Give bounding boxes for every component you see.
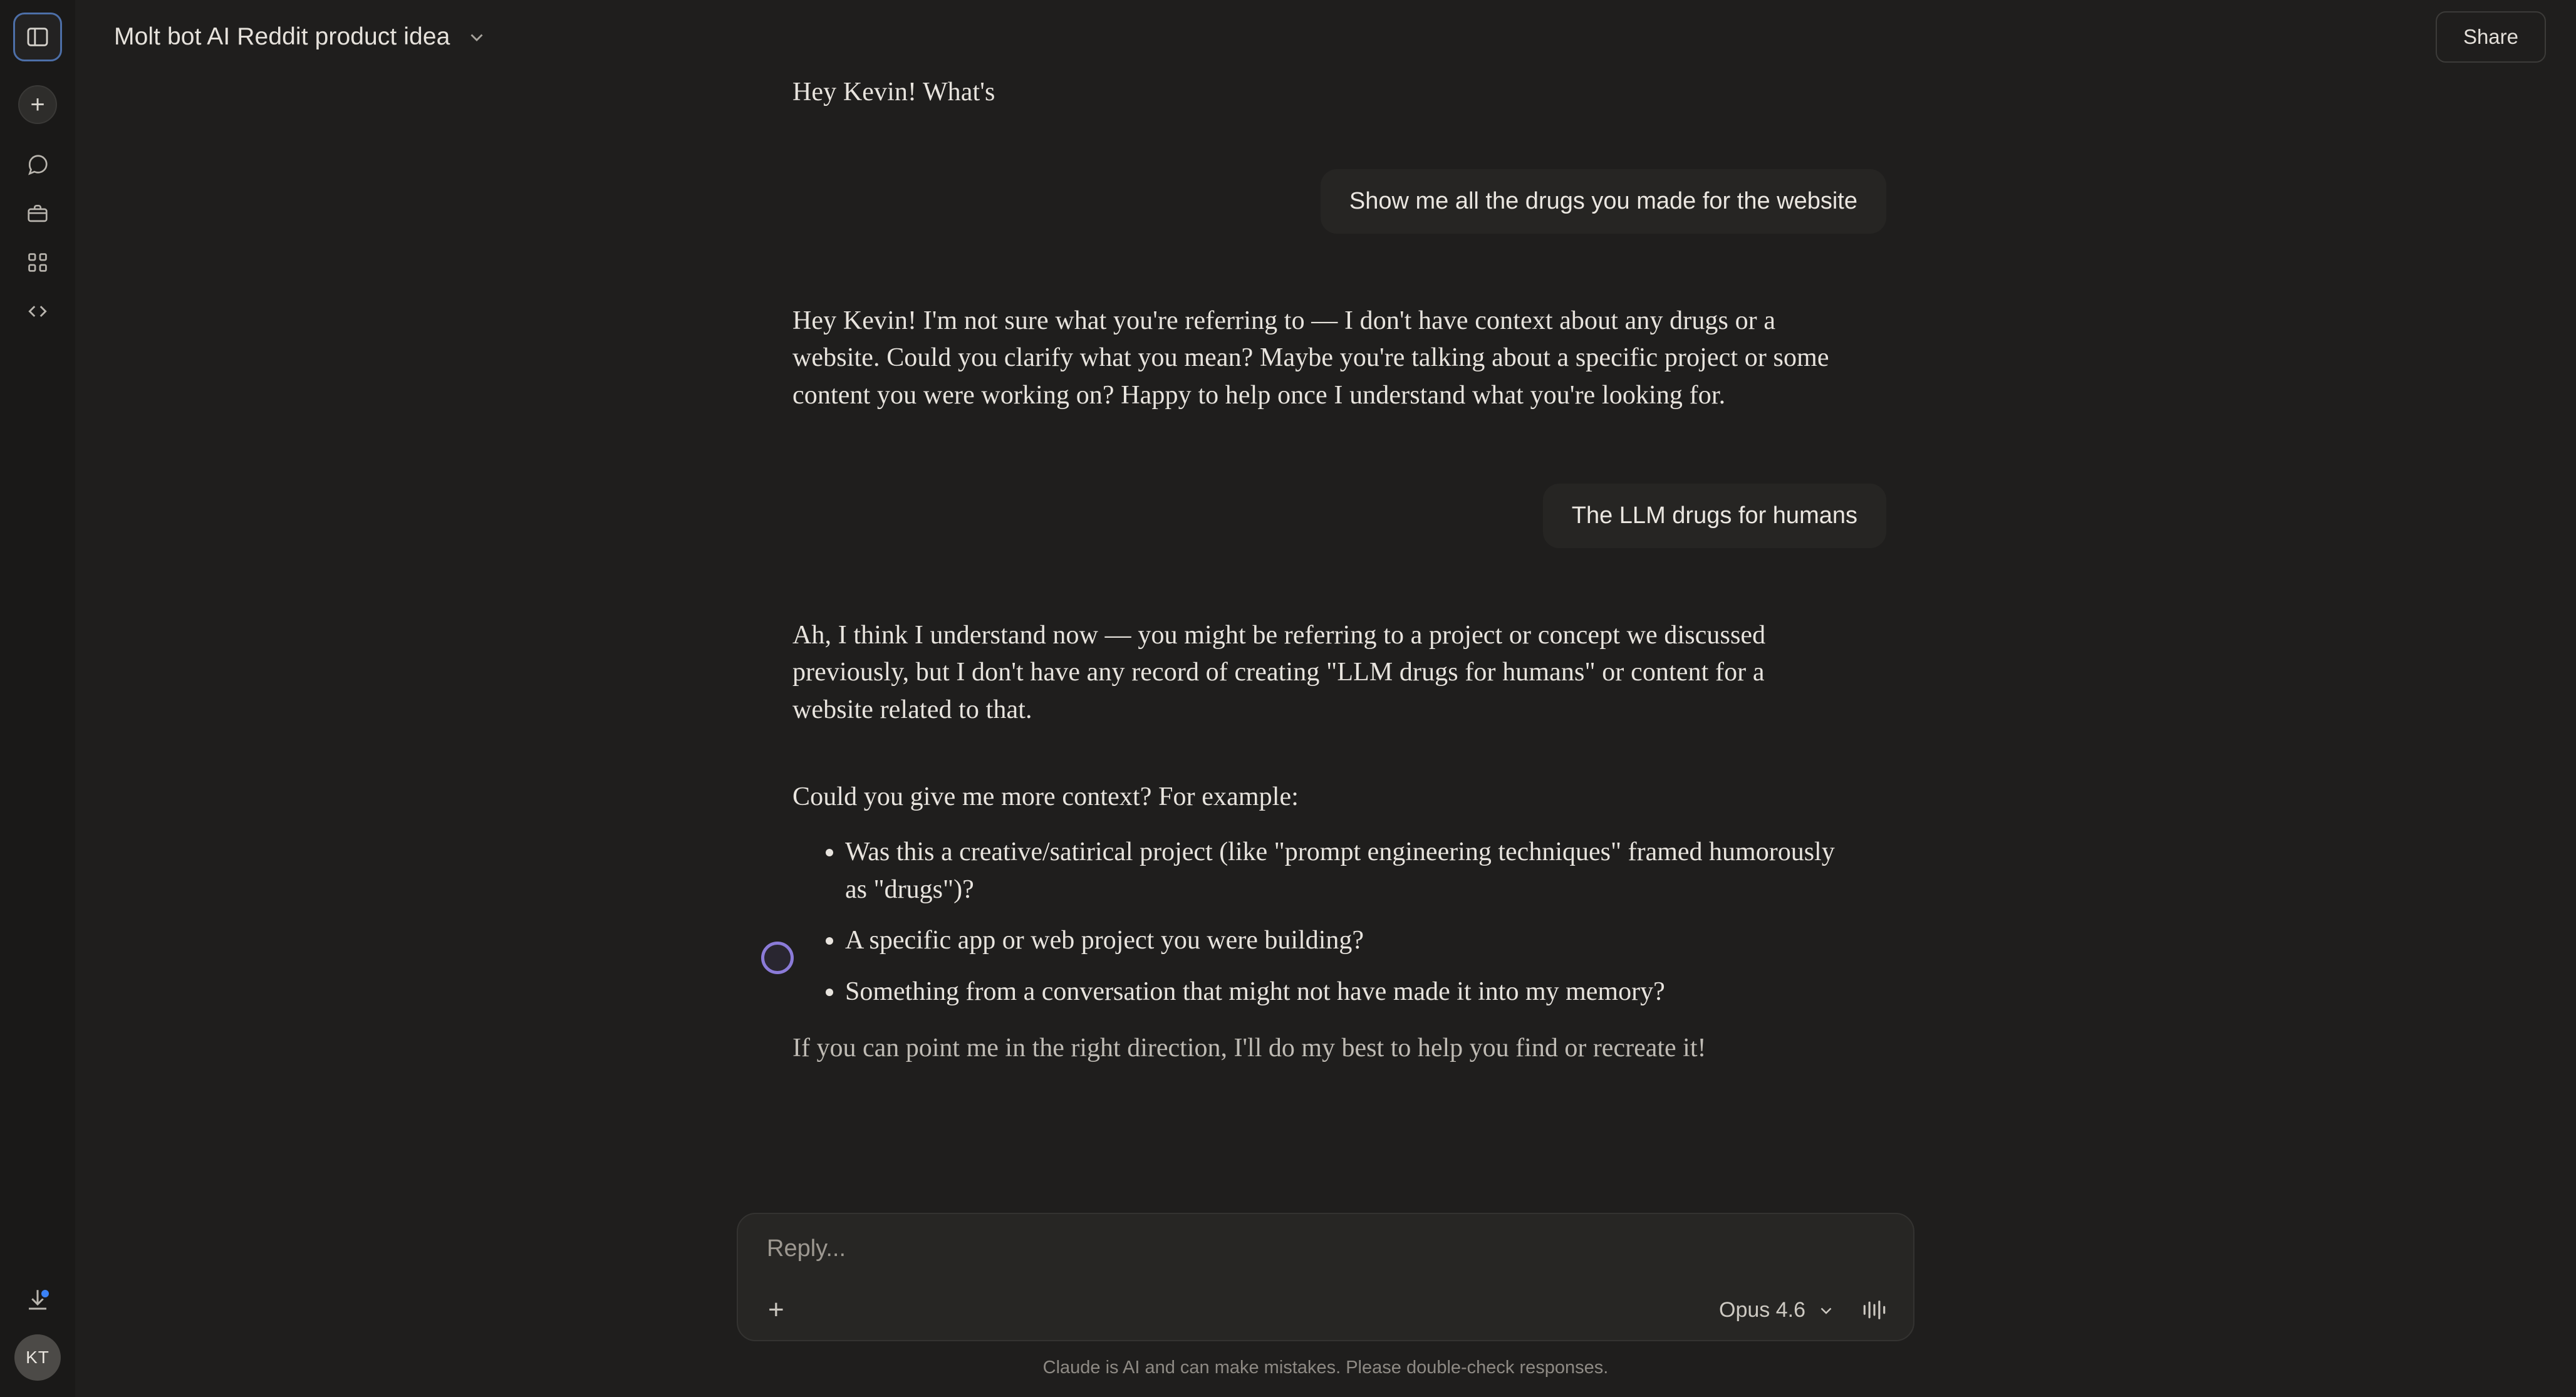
notification-badge (39, 1288, 51, 1299)
sidebar-item-projects[interactable] (13, 189, 62, 238)
download-app-button[interactable] (24, 1287, 51, 1313)
sidebar (0, 0, 75, 1397)
sidebar-item-artifacts[interactable] (13, 238, 62, 287)
list-item: • Something from a conversation that might not have made it into my memory? (845, 974, 1847, 1011)
plus-icon: + (30, 91, 45, 118)
panel-icon (25, 24, 50, 49)
assistant-bullet-list (792, 834, 1886, 1011)
main-area (75, 0, 2576, 1397)
disclaimer-text: Claude is AI and can make mistakes. Please double-check responses. (1042, 1358, 1609, 1378)
new-chat-button[interactable] (18, 85, 57, 124)
model-selector[interactable] (1719, 1298, 1836, 1322)
sidebar-item-chats[interactable] (13, 140, 62, 189)
list-item: • Was this a creative/satirical project (like "prompt engineering techniques" framed humorously as "drugs")? (845, 834, 1847, 908)
code-icon (26, 299, 49, 323)
share-button[interactable]: Share (2436, 11, 2546, 63)
toggle-sidebar-button[interactable] (13, 13, 62, 61)
user-message: Show me all the drugs you made for the website (1321, 169, 1886, 234)
composer[interactable] (737, 1213, 1914, 1341)
top-bar (75, 0, 2576, 74)
briefcase-icon (26, 202, 49, 226)
sidebar-item-code[interactable] (13, 287, 62, 336)
sidebar-bottom (0, 1287, 75, 1381)
model-name: Opus 4.6 (1719, 1297, 1805, 1322)
waveform-icon (1861, 1297, 1888, 1322)
reply-input[interactable]: Reply... (767, 1235, 846, 1262)
list-item: • A specific app or web project you were building? (845, 922, 1847, 960)
user-message-row (792, 484, 1886, 548)
assistant-message: Ah, I think I understand now — you might be referring to a project or concept we discussed previously, but I don't have any record of creating "LLM drugs for humans" or content for a website related to that. (792, 620, 1766, 724)
user-message-row (792, 169, 1886, 234)
chevron-down-icon (1817, 1301, 1836, 1319)
assistant-message-prompt: Could you give me more context? For example: (792, 782, 1299, 812)
assistant-message: Hey Kevin! I'm not sure what you're referring to — I don't have context about any drugs or a website. Could you clarify what you mean? Maybe you're talking about a specific project or some content you were working on? Happy to help once I understand what you're looking for. (792, 306, 1829, 410)
chevron-down-icon[interactable] (466, 26, 487, 48)
voice-input-button[interactable] (1861, 1297, 1888, 1322)
cursor-ring (761, 942, 794, 974)
user-message: The LLM drugs for humans (1543, 484, 1886, 548)
chat-bubble-icon (26, 153, 49, 177)
assistant-message-tail: If you can point me in the right direction, I'll do my best to help you find or recreate it! (792, 1033, 1706, 1062)
composer-toolbar (763, 1296, 1888, 1324)
assistant-message: Hey Kevin! What's (792, 78, 995, 106)
grid-icon (26, 251, 49, 274)
conversation-title[interactable]: Molt bot AI Reddit product idea (114, 23, 450, 50)
attach-button[interactable] (763, 1296, 789, 1324)
conversation-list (765, 74, 1886, 1067)
conversation-scroll[interactable] (75, 74, 2576, 1397)
plus-icon: + (768, 1294, 784, 1325)
avatar[interactable]: KT (14, 1334, 61, 1381)
